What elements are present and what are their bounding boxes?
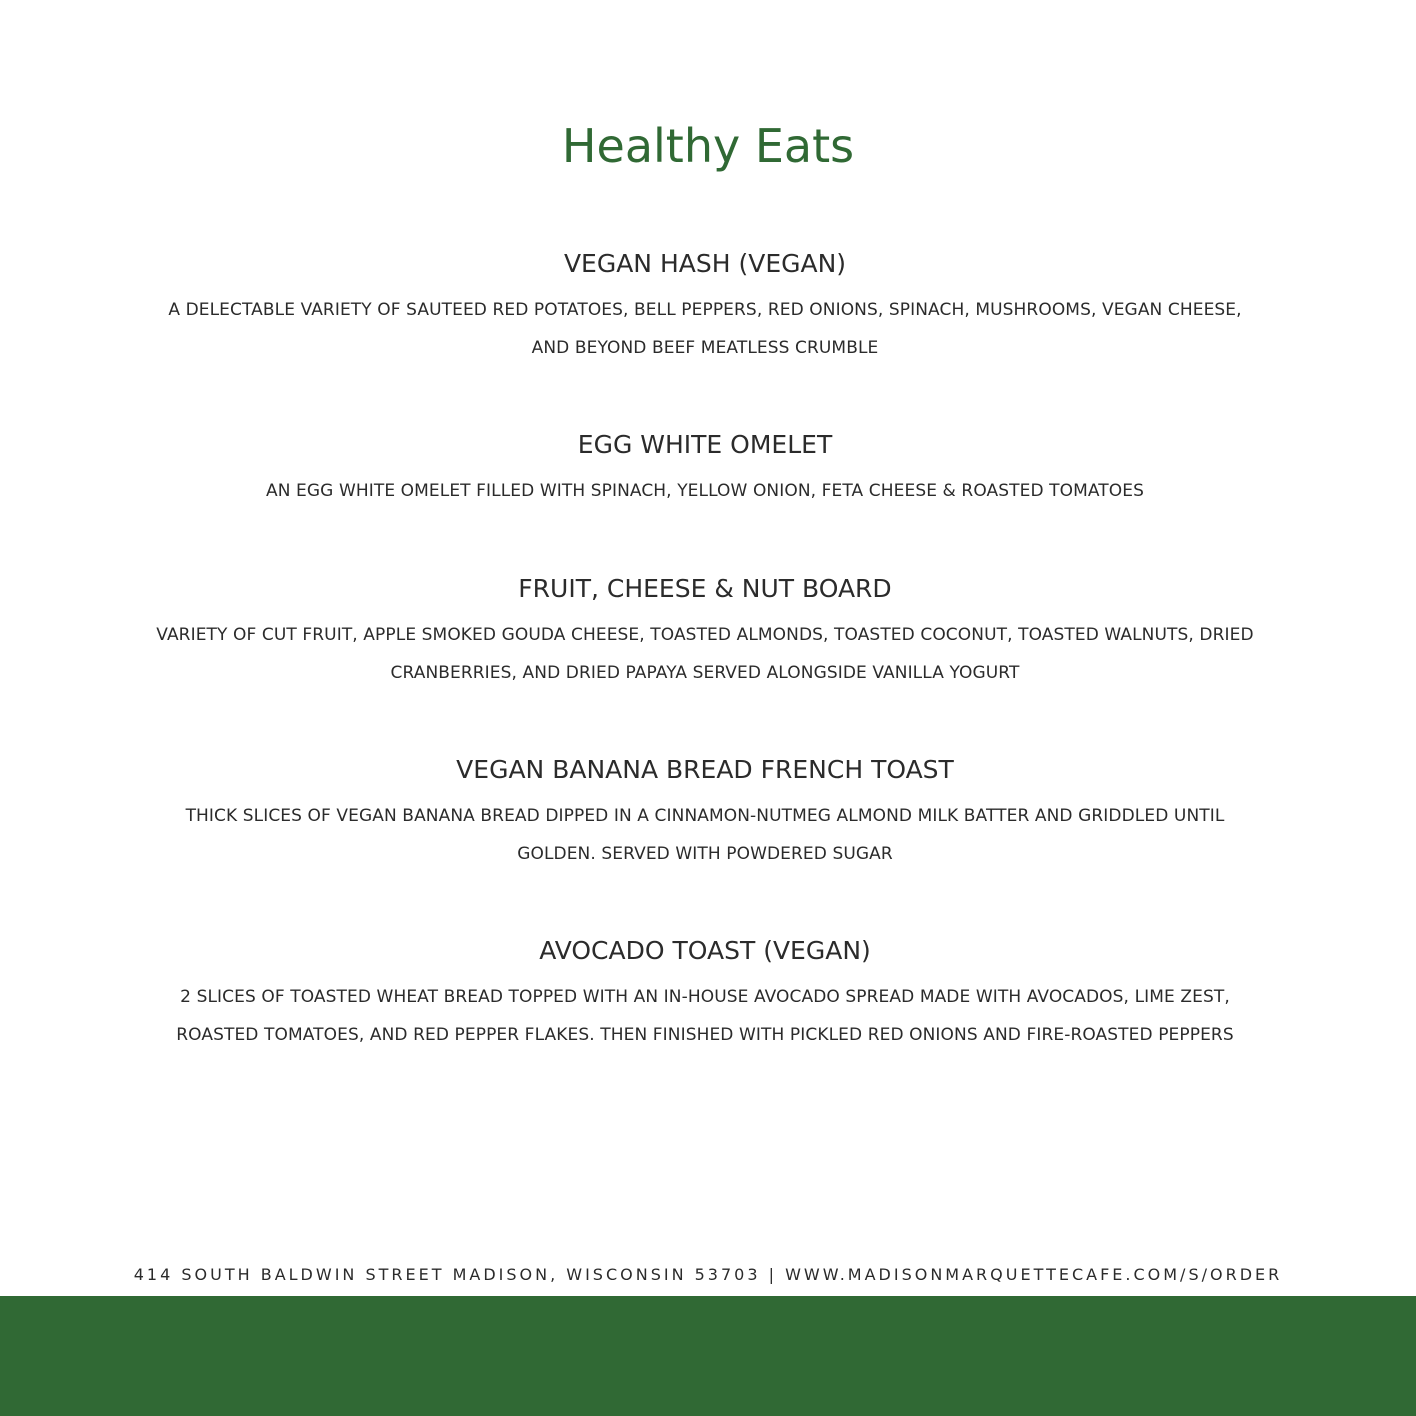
menu-item-name: AVOCADO TOAST (VEGAN) <box>539 936 871 965</box>
menu-item-description: A DELECTABLE VARIETY OF SAUTEED RED POTATOES, BELL PEPPERS, RED ONIONS, SPINACH, MUSHROOMS, VEGAN CHEESE, AND BEYOND BEEF MEATLESS CRUMBLE <box>168 300 1242 358</box>
menu-item-avocado-toast <box>150 935 1260 1054</box>
menu-item-name: FRUIT, CHEESE & NUT BOARD <box>518 574 892 603</box>
footer-band <box>0 1296 1416 1416</box>
menu-item-description: VARIETY OF CUT FRUIT, APPLE SMOKED GOUDA CHEESE, TOASTED ALMONDS, TOASTED COCONUT, TOASTED WALNUTS, DRIED CRANBERRIES, AND DRIED PAPAYA SERVED ALONGSIDE VANILLA YOGURT <box>156 625 1254 683</box>
menu-item-name: EGG WHITE OMELET <box>577 430 833 459</box>
menu-item-name: VEGAN BANANA BREAD FRENCH TOAST <box>456 755 954 784</box>
menu-item-vegan-banana-bread-french-toast <box>150 754 1260 873</box>
menu-item-description: AN EGG WHITE OMELET FILLED WITH SPINACH, YELLOW ONION, FETA CHEESE & ROASTED TOMATOES <box>266 481 1144 501</box>
page-title: Healthy Eats <box>561 119 855 173</box>
menu-item-vegan-hash <box>150 248 1260 367</box>
menu-item-description: 2 SLICES OF TOASTED WHEAT BREAD TOPPED WITH AN IN-HOUSE AVOCADO SPREAD MADE WITH AVOCADOS, LIME ZEST, ROASTED TOMATOES, AND RED PEPPER FLAKES. THEN FINISHED WITH PICKLED RED ONIONS AND FIRE-ROASTED PEPPERS <box>176 987 1234 1045</box>
footer-address: 414 SOUTH BALDWIN STREET MADISON, WISCONSIN 53703 | WWW.MADISONMARQUETTECAFE.COM/S/ORDER <box>133 1265 1283 1284</box>
menu-item-description: THICK SLICES OF VEGAN BANANA BREAD DIPPED IN A CINNAMON-NUTMEG ALMOND MILK BATTER AND GRIDDLED UNTIL GOLDEN. SERVED WITH POWDERED SUGAR <box>185 806 1225 864</box>
menu-item-egg-white-omelet <box>150 429 1260 511</box>
menu-item-name: VEGAN HASH (VEGAN) <box>563 249 847 278</box>
menu-item-fruit-cheese-nut-board <box>150 573 1260 692</box>
